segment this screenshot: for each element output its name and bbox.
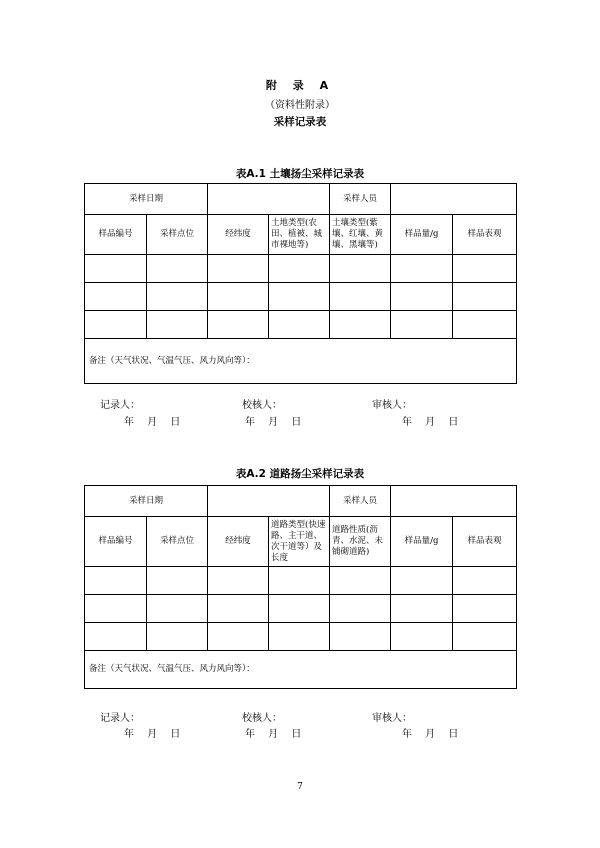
cell[interactable] [85,283,147,311]
remark-cell[interactable]: 备注（天气状况、气温气压、风力风向等）： [85,651,517,689]
cell[interactable] [453,595,517,623]
cell[interactable] [147,311,208,339]
cell[interactable] [269,311,330,339]
appendix-subtitle: （资料性附录） [265,100,335,111]
cell[interactable] [269,255,330,283]
sampler-label: 采样人员 [330,486,391,517]
page-number: 7 [297,782,303,792]
sampler-value[interactable] [391,486,517,517]
cell[interactable] [85,311,147,339]
sampler-value[interactable] [391,184,517,215]
sampling-date-value[interactable] [208,184,330,215]
col-header: 样品表观 [453,517,517,567]
sampling-date-label: 采样日期 [85,184,208,215]
table-row [85,595,517,623]
cell[interactable] [453,623,517,651]
recorder-label: 记录人： [100,400,140,411]
cell[interactable] [208,567,269,595]
cell[interactable] [269,623,330,651]
soil-dust-record-table [84,183,517,384]
cell[interactable] [208,623,269,651]
cell[interactable] [269,283,330,311]
col-header: 采样点位 [147,215,208,255]
cell[interactable] [269,595,330,623]
sampling-date-label: 采样日期 [85,486,208,517]
sampling-date-value[interactable] [208,486,330,517]
cell[interactable] [330,255,391,283]
cell[interactable] [85,595,147,623]
cell[interactable] [330,623,391,651]
cell[interactable] [391,567,453,595]
col-header: 样品量/g [391,215,453,255]
col-header: 经纬度 [208,215,269,255]
remark-cell[interactable]: 备注（天气状况、气温气压、风力风向等）： [85,339,517,384]
col-header: 样品量/g [391,517,453,567]
cell[interactable] [147,623,208,651]
cell[interactable] [453,255,517,283]
table-row [85,255,517,283]
road-dust-record-table [84,485,517,689]
reviewer-date: 年 月 日 [402,417,459,428]
cell[interactable] [330,283,391,311]
cell[interactable] [85,567,147,595]
reviewer-label: 审核人： [372,713,412,724]
checker-date: 年 月 日 [245,729,302,740]
cell[interactable] [391,311,453,339]
col-header: 采样点位 [147,517,208,567]
cell[interactable] [208,255,269,283]
recorder-label: 记录人： [100,713,140,724]
table-row [85,623,517,651]
cell[interactable] [85,255,147,283]
cell[interactable] [391,283,453,311]
checker-label: 校核人： [242,713,282,724]
table-row [85,283,517,311]
cell[interactable] [208,595,269,623]
sampler-label: 采样人员 [330,184,391,215]
recorder-date: 年 月 日 [124,729,181,740]
cell[interactable] [391,623,453,651]
col-header: 样品编号 [85,517,147,567]
col-header: 道路性质(沥青、水泥、未铺砌道路) [330,517,391,567]
col-header: 道路类型(快速路、主干道、次干道等）及长度 [269,517,330,567]
cell[interactable] [453,311,517,339]
cell[interactable] [269,567,330,595]
col-header: 样品编号 [85,215,147,255]
appendix-title: 附 录 A [265,79,335,92]
cell[interactable] [330,567,391,595]
cell[interactable] [147,283,208,311]
checker-date: 年 月 日 [245,417,302,428]
cell[interactable] [208,283,269,311]
cell[interactable] [85,623,147,651]
recorder-date: 年 月 日 [124,417,181,428]
table-a2-caption: 表A.2 道路扬尘采样记录表 [235,468,365,480]
col-header: 经纬度 [208,517,269,567]
appendix-heading: 采样记录表 [273,116,327,128]
cell[interactable] [453,567,517,595]
col-header: 土壤类型(紫壤、红壤、黄壤、黑壤等) [330,215,391,255]
col-header: 样品表观 [453,215,517,255]
table-a1-caption: 表A.1 土壤扬尘采样记录表 [235,168,365,180]
col-header: 土地类型(农田、植被、城市裸地等) [269,215,330,255]
table-row [85,311,517,339]
table-row [85,567,517,595]
cell[interactable] [147,595,208,623]
cell[interactable] [208,311,269,339]
cell[interactable] [453,283,517,311]
cell[interactable] [147,255,208,283]
cell[interactable] [391,255,453,283]
checker-label: 校核人： [242,400,282,411]
cell[interactable] [330,311,391,339]
cell[interactable] [330,595,391,623]
cell[interactable] [391,595,453,623]
cell[interactable] [147,567,208,595]
reviewer-label: 审核人： [372,400,412,411]
reviewer-date: 年 月 日 [402,729,459,740]
